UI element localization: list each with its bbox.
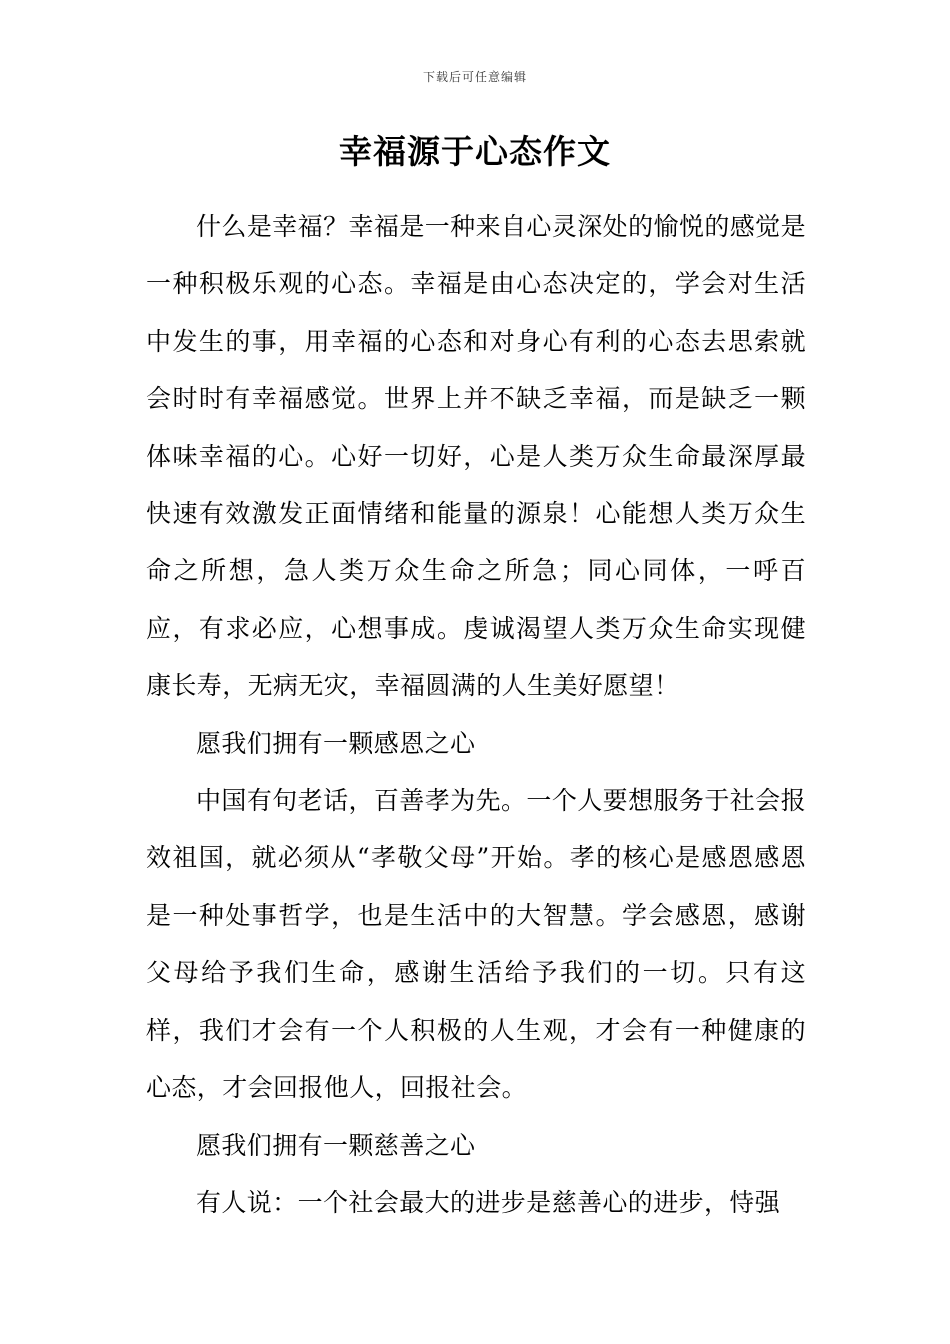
header-note: 下载后可任意编辑	[422, 70, 527, 84]
section-heading: 愿我们拥有一颗慈善之心	[196, 1130, 476, 1160]
paragraph: 什么是幸福？幸福是一种来自心灵深处的愉悦的感觉是一种积极乐观的心态。幸福是由心态决定的，学会对生活中发生的事，用幸福的心态和对身心有利的心态去思索就会时时有幸福感觉。世界上并不缺乏幸福，而是缺乏一颗体味幸福的心。心好一切好，心是人类万众生命最深厚最快速有效激发正面情绪和能量的源泉！心能想人类万众生命之所想，急人类万众生命之所急；同心同体，一呼百应，有求必应，心想事成。虔诚渴望人类万众生命实现健康长寿，无病无灾，幸福圆满的人生美好愿望！	[146, 212, 806, 701]
document-body	[146, 198, 806, 1231]
paragraph: 中国有句老话，百善孝为先。一个人要想服务于社会报效祖国，就必须从“孝敬父母”开始。孝的核心是感恩感恩是一种处事哲学，也是生活中的大智慧。学会感恩，感谢父母给予我们生命，感谢生活给予我们的一切。只有这样，我们才会有一个人积极的人生观，才会有一种健康的心态，才会回报他人，回报社会。	[146, 786, 806, 1103]
paragraph: 有人说：一个社会最大的进步是慈善心的进步，恃强	[196, 1187, 781, 1217]
document-title: 幸福源于心态作文	[339, 132, 611, 171]
section-heading: 愿我们拥有一颗感恩之心	[196, 728, 476, 758]
